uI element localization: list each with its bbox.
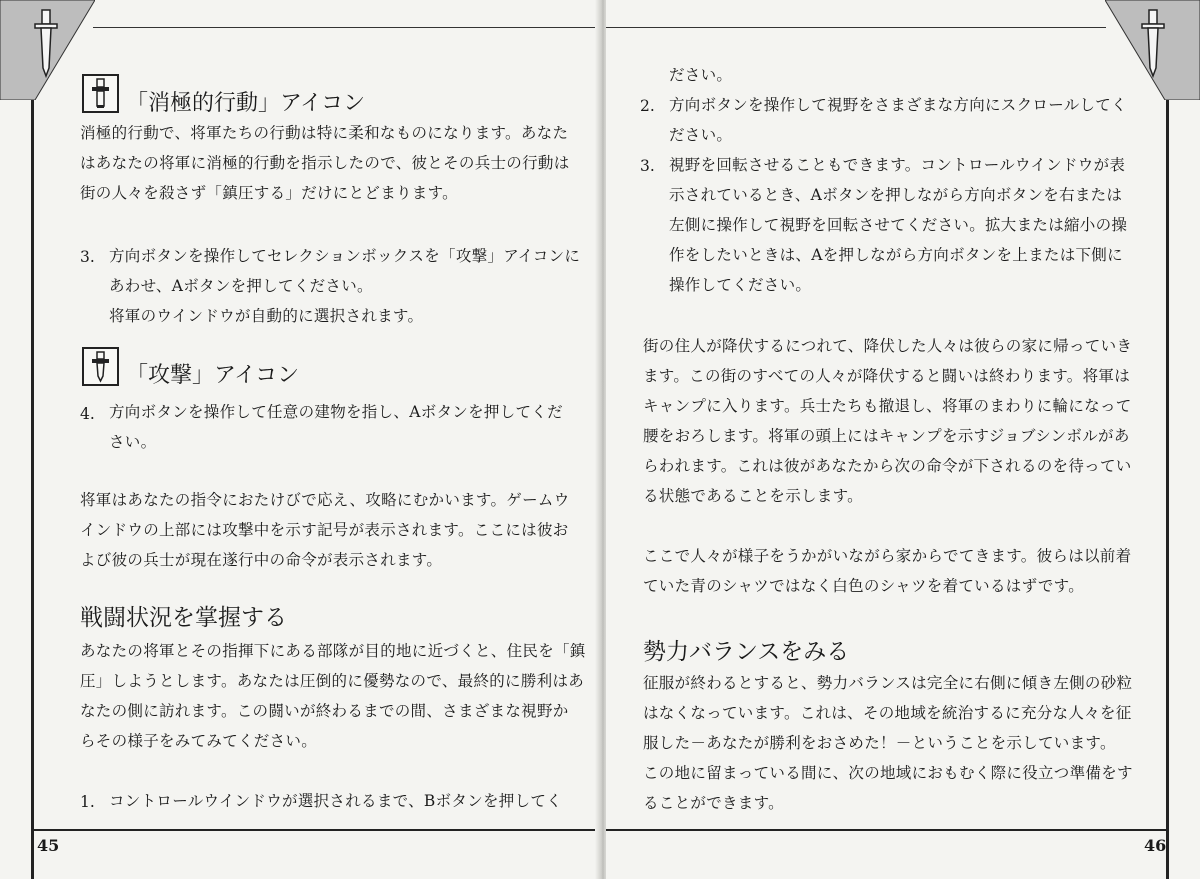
text-line: 視野を回転させることもできます。コントロールウインドウが表 [669,156,1126,174]
step-number: 3. [640,157,655,175]
step-number: 1. [80,793,95,811]
text-line: 将軍のウインドウが自動的に選択されます。 [109,307,424,325]
text-line: インドウの上部には攻撃中を示す記号が表示されます。ここには彼お [80,521,569,539]
step-2 [669,90,1127,150]
text-line: ださい。 [669,66,733,84]
text-line: ていた青のシャツではなく白色のシャツを着ているはずです。 [643,577,1085,595]
paragraph-battle [80,636,586,756]
margin-bar [31,100,34,879]
text-line: コントロールウインドウが選択されるまで、Bボタンを押してく [109,792,563,810]
text-line: 方向ボタンを操作して任意の建物を指し、Aボタンを押してくだ [109,403,563,421]
step-3 [109,241,580,331]
text-line: 街の住人が降伏するにつれて、降伏した人々は彼らの家に帰っていき [643,337,1133,355]
text-line: ださい。 [669,126,733,144]
text-line: 征服が終わるとすると、勢力バランスは完全に右側に傾き左側の砂粒 [643,674,1133,692]
sheathed-sword-icon [84,76,117,111]
dagger-icon [84,349,117,384]
paragraph-passive [80,118,570,208]
text-line: はなくなっています。これは、その地域を統治するに充分な人々を征 [643,704,1132,722]
text-line: はあなたの将軍に消極的行動を指示したので、彼とその兵士の行動は [80,154,570,172]
paragraph-balance [643,668,1133,818]
text-line: ることができます。 [643,794,784,812]
top-rule [93,27,600,28]
text-line: ます。この街のすべての人々が降伏すると闘いは終わります。将軍は [643,367,1131,385]
text-line: ここで人々が様子をうかがいながら家からでてきます。彼らは以前着 [643,547,1132,565]
bottom-rule [606,829,1169,831]
text-line: 腰をおろします。将軍の頭上にはキャンプを示すジョブシンボルがあ [643,427,1130,445]
step-4 [109,397,563,457]
text-line: なたの側に訪れます。この闘いが終わるまでの間、さまざまな視野か [80,702,569,720]
text-line: 操作してください。 [669,276,812,294]
section-heading-balance: 勢力バランスをみる [643,639,850,665]
text-line: らその様子をみてみてください。 [80,732,318,750]
page-number: 46 [1144,836,1167,855]
text-line: 示されているとき、Aボタンを押しながら方向ボタンを右または [669,186,1123,204]
step-1-continued [669,60,732,90]
text-line: 左側に操作して視野を回転させてください。拡大または縮小の操 [669,216,1128,234]
text-line: る状態であることを示します。 [643,487,863,505]
text-line: さい。 [109,433,157,451]
paragraph-surrender [643,331,1132,511]
text-line: 消極的行動で、将軍たちの行動は特に柔和なものになります。あなた [80,124,569,142]
step-number: 2. [640,97,655,115]
margin-bar [1166,100,1169,879]
top-rule [606,27,1106,28]
text-line: 服した－あなたが勝利をおさめた！－ということを示しています。 [643,734,1116,752]
text-line: 方向ボタンを操作してセレクションボックスを「攻撃」アイコンに [109,247,581,265]
right-page [606,0,1200,879]
text-line: 街の人々を殺さず「鎮圧する」だけにとどまります。 [80,184,458,202]
text-line: あわせ、Aボタンを押してください。 [109,277,373,295]
text-line: 圧」しようとします。あなたは圧倒的に優勢なので、最終的に勝利はあ [80,672,585,690]
page-number: 45 [37,836,60,855]
text-line: よび彼の兵士が現在遂行中の命令が表示されます。 [80,551,443,569]
dagger-corner-icon [0,0,95,100]
paragraph-response [80,485,570,575]
text-line: 作をしたいときは、Aを押しながら方向ボタンを上または下側に [669,246,1123,264]
text-line: 方向ボタンを操作して視野をさまざまな方向にスクロールしてく [669,96,1127,114]
step-1 [109,786,562,816]
text-line: キャンプに入ります。兵士たちも撤退し、将軍のまわりに輪になって [643,397,1132,415]
step-3 [669,150,1127,300]
text-line: この地に留まっている間に、次の地域におもむく際に役立つ準備をす [643,764,1133,782]
text-line: らわれます。これは彼があなたから次の命令が下されるのを待ってい [643,457,1132,475]
passive-action-icon-box [82,74,119,113]
text-line: あなたの将軍とその指揮下にある部隊が目的地に近づくと、住民を「鎮 [80,642,586,660]
dagger-corner-icon [1105,0,1200,100]
section-heading-battle: 戦闘状況を掌握する [80,605,287,631]
heading-passive-action: 「消極的行動」アイコン [126,91,366,116]
text-line: 将軍はあなたの指令におたけびで応え、攻略にむかいます。ゲームウ [80,491,570,509]
bottom-rule [31,829,600,831]
attack-icon-box [82,347,119,386]
heading-attack: 「攻撃」アイコン [126,363,300,388]
step-number: 3. [80,248,95,266]
step-number: 4. [80,405,95,423]
paragraph-people [643,541,1131,601]
